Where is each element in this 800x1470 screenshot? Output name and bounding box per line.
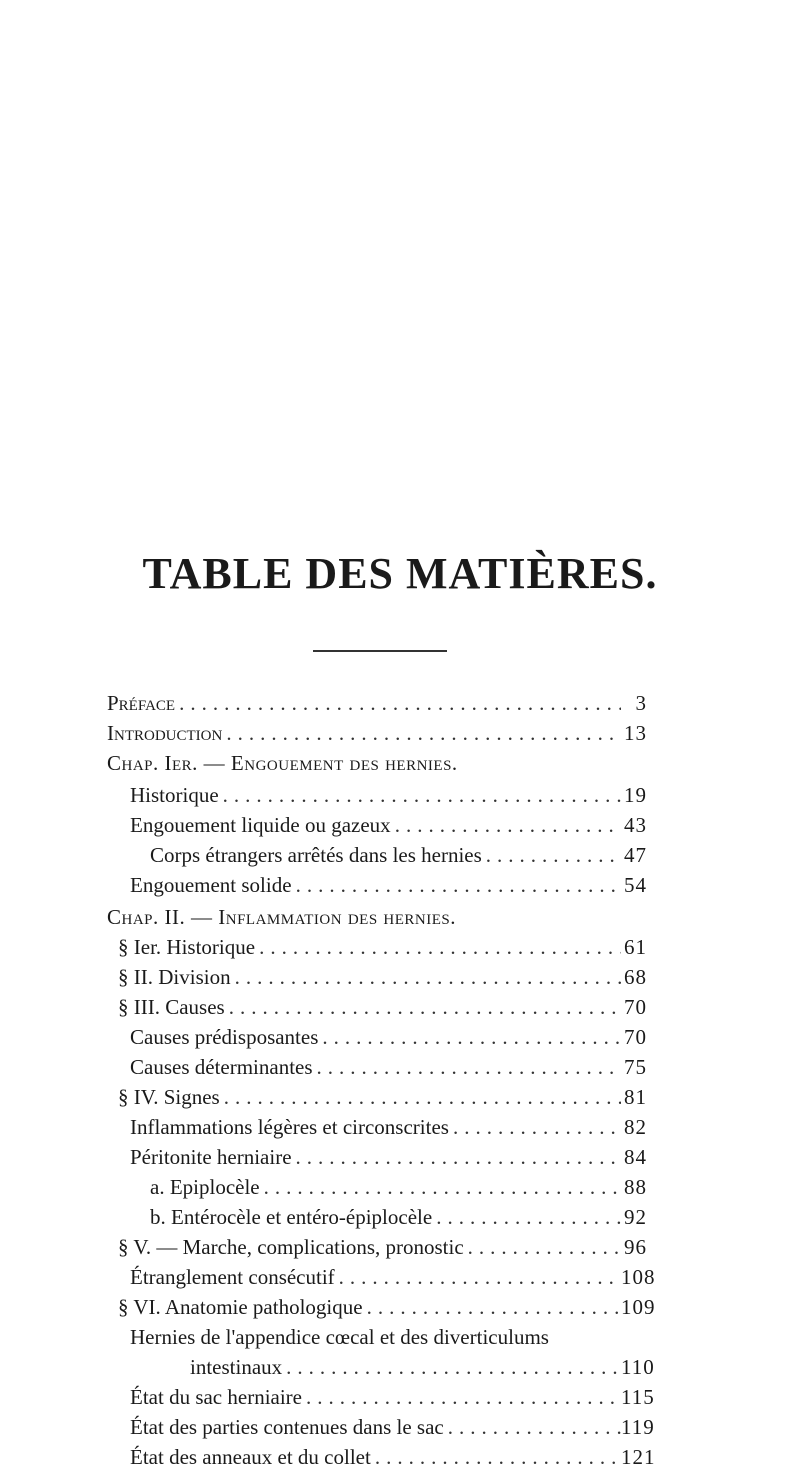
toc-page: 70 [624,1025,647,1049]
toc-page: 121 [621,1445,656,1469]
toc-page: 68 [624,965,647,989]
toc-entry [130,782,647,808]
toc-page: 47 [624,843,647,867]
toc-entry [107,720,647,746]
toc-entry-multiline [130,1324,647,1350]
toc-page: 61 [624,935,647,959]
toc-entry [107,690,647,716]
chapter-title: Chap. Ier. — Engouement des hernies. [107,751,458,775]
toc-page: 75 [624,1055,647,1079]
toc-label: Inflammations légères et circonscrites [130,1115,449,1139]
toc-label: § V. — Marche, complications, pronostic [118,1235,464,1259]
leader-dots [482,842,621,868]
leader-dots [175,690,621,716]
leader-dots [255,934,621,960]
chapter-heading [107,904,647,930]
leader-dots [449,1114,621,1140]
toc-entry [190,1354,655,1380]
toc-page: 43 [624,813,647,837]
toc-entry [130,1264,656,1290]
toc-label: § Ier. Historique [118,935,256,959]
toc-entry [130,812,647,838]
title-divider [313,650,447,652]
leader-dots [225,994,621,1020]
toc-label: Historique [130,783,219,807]
toc-entry [130,1024,647,1050]
toc-entry [130,1144,647,1170]
toc-label: État des anneaux et du collet [130,1445,371,1469]
toc-entry [130,1414,655,1440]
toc-label: intestinaux [190,1355,283,1379]
toc-page: 81 [624,1085,647,1109]
toc-entry [130,1114,647,1140]
toc-entry [130,1444,656,1470]
chapter-heading [107,750,647,776]
leader-dots [292,872,621,898]
toc-page: 82 [624,1115,647,1139]
toc-entry [118,1084,647,1110]
toc-entry [118,934,647,960]
toc-label: Corps étrangers arrêtés dans les hernies [150,843,482,867]
leader-dots [313,1054,621,1080]
toc-label: Causes prédisposantes [130,1025,319,1049]
toc-entry [118,1294,656,1320]
toc-label: § IV. Signes [118,1085,220,1109]
toc-entry [150,1174,647,1200]
leader-dots [302,1384,621,1410]
toc-page: 84 [624,1145,647,1169]
toc-entry [130,1054,647,1080]
toc-label: Péritonite herniaire [130,1145,292,1169]
toc-label: § II. Division [118,965,231,989]
toc-page: 110 [621,1355,655,1379]
toc-page: 108 [621,1265,656,1289]
toc-page: 92 [624,1205,647,1229]
toc-label: État du sac herniaire [130,1385,302,1409]
toc-label: Étranglement consécutif [130,1265,335,1289]
toc-entry [150,842,647,868]
toc-label: État des parties contenues dans le sac [130,1415,444,1439]
toc-label: b. Entérocèle et entéro-épiplocèle [150,1205,433,1229]
toc-label: Introduction [107,721,223,745]
leader-dots [391,812,621,838]
toc-label: Engouement solide [130,873,292,897]
leader-dots [292,1144,621,1170]
leader-dots [220,1084,621,1110]
toc-label: Préface [107,691,176,715]
toc-page: 3 [635,691,647,715]
toc-entry [118,1234,647,1260]
toc-page: 54 [624,873,647,897]
toc-page: 96 [624,1235,647,1259]
toc-label: § VI. Anatomie pathologique [118,1295,363,1319]
leader-dots [363,1294,621,1320]
toc-page: 13 [624,721,647,745]
toc-page: 115 [621,1385,655,1409]
toc-page: 88 [624,1175,647,1199]
leader-dots [335,1264,621,1290]
toc-page: 19 [624,783,647,807]
leader-dots [444,1414,621,1440]
leader-dots [282,1354,621,1380]
toc-page: 70 [624,995,647,1019]
toc-entry [118,964,647,990]
toc-entry [130,1384,655,1410]
toc-label: Hernies de l'appendice cœcal et des diverticulums [130,1325,549,1349]
leader-dots [231,964,621,990]
leader-dots [464,1234,621,1260]
leader-dots [222,720,621,746]
chapter-title: Chap. II. — Inflammation des hernies. [107,905,457,929]
toc-label: Causes déterminantes [130,1055,313,1079]
toc-entry [150,1204,647,1230]
toc-page: 109 [621,1295,656,1319]
toc-label: § III. Causes [118,995,225,1019]
toc-label: Engouement liquide ou gazeux [130,813,391,837]
leader-dots [260,1174,621,1200]
toc-label: a. Epiplocèle [150,1175,260,1199]
toc-entry [118,994,647,1020]
toc-page: 119 [621,1415,655,1439]
page-title: TABLE DES MATIÈRES. [142,549,658,598]
leader-dots [318,1024,621,1050]
leader-dots [432,1204,621,1230]
leader-dots [219,782,621,808]
toc-entry [130,872,647,898]
leader-dots [371,1444,621,1470]
